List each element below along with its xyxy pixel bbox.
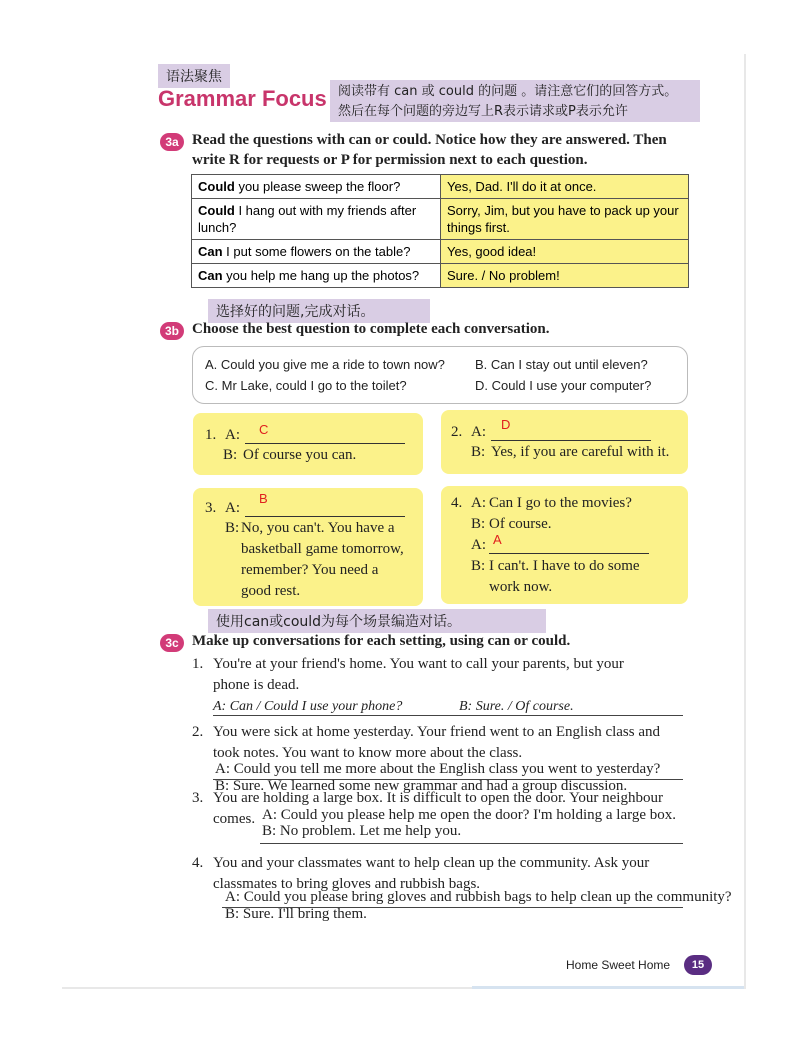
note-line-2: 然后在每个问题的旁边写上R表示请求或P表示允许 (338, 104, 628, 119)
setting-4-answer-a: A: Could you please bring gloves and rubbish bags to help clean up the community? (225, 889, 732, 905)
setting-4-answer-b: B: Sure. I'll bring them. (225, 906, 367, 922)
note-line-1: 阅读带有 can 或 could 的问题 。请注意它们的回答方式。 (338, 84, 678, 99)
setting-3-answer-b: B: No problem. Let me help you. (262, 823, 462, 839)
table-row (192, 175, 689, 199)
page-number-badge: 15 (684, 955, 712, 975)
setting-3-number: 3. (192, 790, 204, 806)
conv2-b-text: Yes, if you are careful with it. (491, 444, 670, 460)
conversation-1 (193, 413, 423, 475)
setting-4-line-2: classmates to bring gloves and rubbish bags. (213, 876, 481, 892)
section-badge-3c: 3c (160, 634, 184, 652)
question-cell (192, 175, 441, 199)
conv3-a-label: A: (225, 500, 240, 516)
answer-cell: Yes, good idea! (441, 240, 689, 264)
table-row (192, 240, 689, 264)
conv2-answer-blank (491, 424, 651, 441)
conv4-b2-line-1: I can't. I have to do some (489, 558, 640, 574)
grammar-focus-cn-label: 语法聚焦 (158, 64, 230, 88)
question-cell (192, 240, 441, 264)
questions-table (191, 174, 689, 288)
conv4-answer: A (493, 532, 502, 547)
setting-4-number: 4. (192, 855, 204, 871)
table-row (192, 264, 689, 288)
choice-c: C. Mr Lake, could I go to the toilet? (205, 378, 407, 393)
conv4-answer-blank (489, 537, 649, 554)
conv3-b-label: B: (225, 520, 240, 536)
conv2-number: 2. (451, 424, 463, 440)
question-text: I hang out with my friends after lunch? (198, 203, 417, 235)
answer-cell: Yes, Dad. I'll do it at once. (441, 175, 689, 199)
answer-cell: Sure. / No problem! (441, 264, 689, 288)
conv3-b-line-1: No, you can't. You have a (241, 520, 395, 536)
instructions-3c: Make up conversations for each setting, using can or could. (192, 633, 571, 649)
conv4-a-label: A: (471, 495, 486, 511)
modal-word: Could (198, 203, 235, 218)
answer-line (213, 715, 683, 716)
conv2-b-label: B: (471, 444, 486, 460)
instructions-3a-line-2: write R for requests or P for permission next to each question. (192, 152, 588, 168)
setting-2-answer-b: B: Sure. We learned some new grammar and had a group discussion. (215, 778, 628, 794)
setting-2-answer-a: A: Could you tell me more about the English class you went to yesterday? (215, 761, 661, 777)
conv1-b-text: Of course you can. (243, 447, 357, 463)
conv3-answer: B (259, 491, 268, 506)
conv3-number: 3. (205, 500, 217, 516)
footer-divider (472, 986, 744, 989)
conv1-answer-blank (245, 427, 405, 444)
conversation-4 (441, 486, 688, 604)
3b-cn-label: 选择好的问题,完成对话。 (208, 299, 430, 323)
setting-3-line-2: comes. (213, 811, 256, 827)
conv3-b-line-4: good rest. (241, 583, 301, 599)
conv3-answer-blank (245, 500, 405, 517)
conv4-b2-line-2: work now. (489, 579, 553, 595)
question-text: you help me hang up the photos? (222, 268, 420, 283)
choice-b: B. Can I stay out until eleven? (475, 357, 648, 372)
conv4-a-text: Can I go to the movies? (489, 495, 632, 511)
section-badge-3a: 3a (160, 133, 184, 151)
3c-cn-label: 使用can或could为每个场景编造对话。 (208, 609, 546, 633)
conversation-3 (193, 488, 423, 606)
choice-d: D. Could I use your computer? (475, 378, 652, 393)
conv4-b2-label: B: (471, 558, 486, 574)
conv1-b-label: B: (223, 447, 238, 463)
conv3-b-line-2: basketball game tomorrow, (241, 541, 404, 557)
conv4-a2-label: A: (471, 537, 486, 553)
question-text: you please sweep the floor? (234, 179, 401, 194)
setting-2-line-1: You were sick at home yesterday. Your friend went to an English class and (213, 724, 661, 740)
conv2-a-label: A: (471, 424, 486, 440)
conv1-answer: C (259, 422, 269, 437)
conversation-2 (441, 410, 688, 474)
instructions-3a-line-1: Read the questions with can or could. Notice how they are answered. Then (192, 132, 667, 148)
example-b: B: Sure. / Of course. (459, 699, 574, 714)
setting-3-line-1: You are holding a large box. It is difficult to open the door. Your neighbour (213, 790, 663, 806)
conv3-b-line-3: remember? You need a (241, 562, 379, 578)
conv1-number: 1. (205, 427, 217, 443)
translation-note (330, 80, 700, 122)
instructions-3b: Choose the best question to complete each conversation. (192, 321, 550, 337)
answer-line (260, 843, 683, 844)
modal-word: Can (198, 268, 223, 283)
question-cell (192, 264, 441, 288)
modal-word: Can (198, 244, 223, 259)
setting-1-number: 1. (192, 656, 204, 672)
conv4-number: 4. (451, 495, 463, 511)
choices-box (192, 346, 688, 404)
conv4-b-text: Of course. (489, 516, 552, 532)
section-badge-3b: 3b (160, 322, 184, 340)
question-cell (192, 199, 441, 240)
example-a: A: Can / Could I use your phone? (213, 699, 403, 714)
setting-1-line-2: phone is dead. (213, 677, 300, 693)
conv2-answer: D (501, 417, 511, 432)
setting-3-answer-a: A: Could you please help me open the door? I'm holding a large box. (262, 807, 677, 823)
question-text: I put some flowers on the table? (222, 244, 411, 259)
conv1-a-label: A: (225, 427, 240, 443)
page-title: Grammar Focus (158, 86, 327, 111)
setting-2-number: 2. (192, 724, 204, 740)
setting-2-line-2: took notes. You want to know more about the class. (213, 745, 523, 761)
setting-1-line-1: You're at your friend's home. You want to call your parents, but your (213, 656, 624, 672)
answer-cell: Sorry, Jim, but you have to pack up your things first. (441, 199, 689, 240)
setting-4-line-1: You and your classmates want to help clean up the community. Ask your (213, 855, 650, 871)
table-row (192, 199, 689, 240)
conv4-b-label: B: (471, 516, 486, 532)
footer-unit-title: Home Sweet Home (566, 958, 671, 972)
modal-word: Could (198, 179, 235, 194)
choice-a: A. Could you give me a ride to town now? (205, 357, 445, 372)
